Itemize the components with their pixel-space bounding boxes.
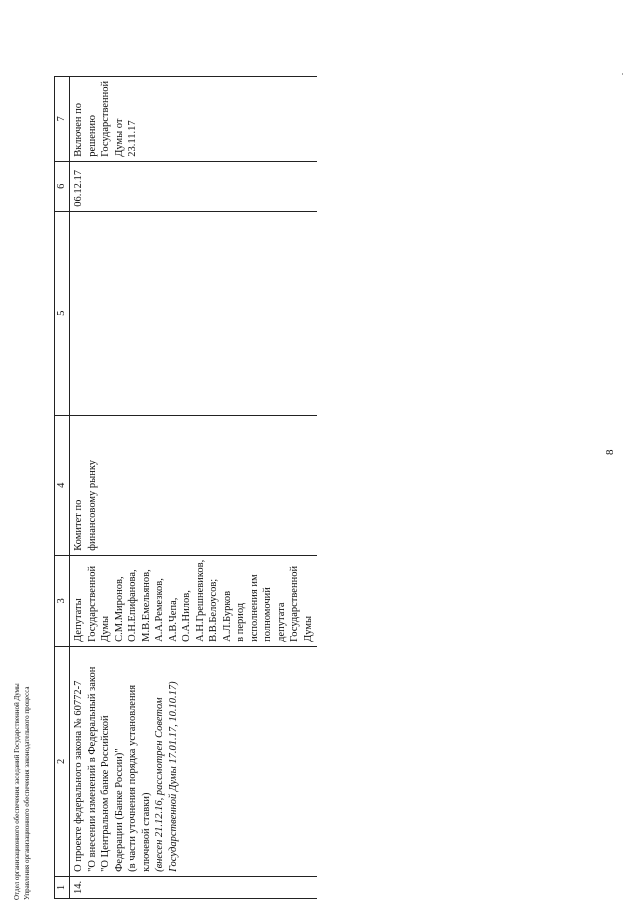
bill-table: [54, 76, 317, 899]
committee-line: Комитет по: [73, 499, 84, 551]
responsible-committee: [70, 415, 318, 555]
col-5-cell: [70, 211, 318, 415]
stray-mark: .: [616, 73, 625, 75]
title-note-line: Государственной Думы 17.01.17, 10.10.17): [167, 681, 179, 872]
title-note-line: (внесен 21.12.16, рассмотрен Советом: [154, 697, 165, 872]
committee-line: финансовому рынку: [86, 459, 98, 551]
bill-title: [70, 646, 318, 876]
header-col-4: 4: [55, 415, 70, 555]
author-line: Думы: [100, 615, 111, 642]
author-line: М.В.Емельянов,: [140, 569, 152, 642]
author-line: О.А.Нилов,: [181, 590, 192, 642]
note-line: Включен по: [73, 102, 84, 157]
header-col-7: 7: [55, 76, 70, 161]
author-line: Государственной: [86, 565, 98, 642]
author-line: депутата: [275, 602, 287, 642]
author-line: Депутаты: [73, 598, 84, 642]
bill-authors: [70, 555, 318, 646]
author-line: С.М.Миронов,: [113, 576, 125, 642]
title-line: О проекте федерального закона № 60772-7: [73, 680, 84, 872]
header-col-6: 6: [55, 161, 70, 211]
author-line: А.Л.Бурков: [221, 590, 233, 642]
author-line: исполнения им: [248, 574, 260, 642]
title-line: Федерации (Банке России)": [113, 748, 125, 872]
note-cell: [70, 76, 318, 161]
author-line: А.Н.Грешневиков,: [194, 559, 206, 642]
author-line: полномочий: [262, 587, 273, 642]
row-number: 14.: [70, 876, 318, 898]
header-col-2: 2: [55, 646, 70, 876]
title-line: ключевой ставки): [140, 792, 152, 872]
footer: [12, 683, 32, 900]
note-line: Государственной: [100, 80, 111, 157]
header-row: [55, 76, 70, 898]
title-line: "О Центральном банке Российской: [100, 715, 111, 872]
table-row: [70, 76, 318, 898]
author-line: в период: [235, 602, 246, 642]
title-line: (в части уточнения порядка установления: [127, 684, 138, 872]
date-cell: 06.12.17: [70, 161, 318, 211]
author-line: О.Н.Епифанова,: [127, 569, 138, 642]
page-number: 8: [604, 449, 616, 455]
note-line: Думы от 23.11.17: [113, 118, 138, 157]
header-col-5: 5: [55, 211, 70, 415]
header-col-1: 1: [55, 876, 70, 898]
note-line: решению: [86, 115, 98, 157]
author-line: В.В.Белоусов;: [208, 578, 219, 642]
author-line: А.В.Чепа,: [167, 597, 179, 642]
author-line: Государственной: [289, 565, 300, 642]
author-line: А.А.Ремезков,: [154, 578, 165, 642]
title-line: "О внесении изменений в Федеральный закон: [86, 666, 98, 872]
footer-line-1: Отдел организационного обеспечения заседаний Государственной Думы: [13, 683, 21, 900]
author-line: Думы: [302, 615, 314, 642]
header-col-3: 3: [55, 555, 70, 646]
footer-line-2: Управления организационного обеспечения законодательного процесса: [23, 686, 31, 900]
